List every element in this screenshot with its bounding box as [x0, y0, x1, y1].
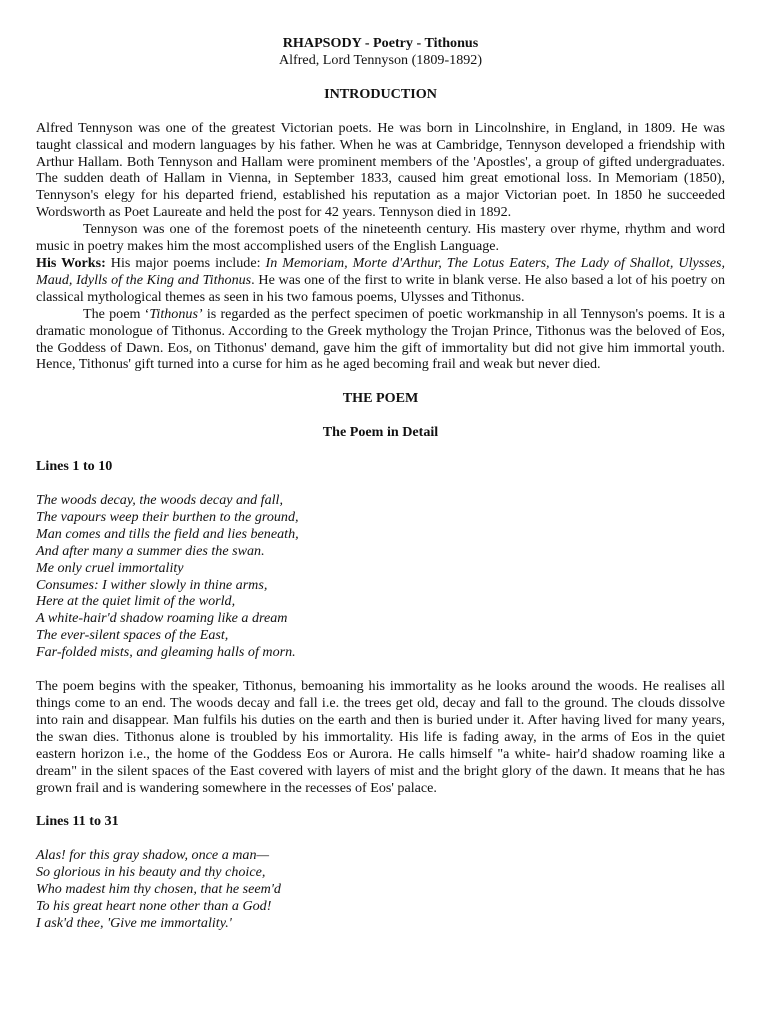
poem-line: A white-hair'd shadow roaming like a dream: [36, 610, 288, 627]
poem-line: Me only cruel immortality: [36, 559, 184, 576]
intro-paragraph-4: [36, 306, 725, 374]
document-title: RHAPSODY - Poetry - Tithonus: [282, 35, 479, 51]
poem-line: To his great heart none other than a God!: [36, 898, 272, 915]
works-paragraph: [36, 255, 725, 306]
poem-title-inline: Tithonus’: [149, 305, 203, 322]
poem-excerpt-1: [36, 492, 725, 661]
poem-line: Man comes and tills the field and lies beneath,: [36, 525, 299, 542]
poem-line: Alas! for this gray shadow, once a man—: [36, 847, 270, 864]
author-line: Alfred, Lord Tennyson (1809-1892): [278, 51, 483, 68]
spacer: [36, 441, 725, 458]
commentary-paragraph-1: The poem begins with the speaker, Tithonus, bemoaning his immortality as he looks around the woods. He realises all things come to an end. The woods decay and fall i.e. the trees get old, decay and fall to the ground. The clouds dissolve into rain and disappear. Man fulfils his duties on the earth and then is buried under it. After having lived for many years, the swan dies. Tithonus alone is troubled by his immortality. His life is fading away, in the arms of Eos in the quiet eastern horizon i.e., the home of the Goddess Eos or Aurora. He calls himself "a white- hair'd shadow roaming like a dream" in the silent spaces of the East covered with layers of mist and the bright glory of the dawn. It means that he has grown frail and is wandering somewhere in the recesses of Eos' palace.: [36, 678, 725, 796]
works-label: His Works:: [36, 254, 106, 271]
poem-line: So glorious in his beauty and thy choice,: [36, 864, 266, 881]
the-poem-heading: THE POEM: [342, 390, 419, 407]
spacer: [36, 69, 725, 86]
poem-line: Far-folded mists, and gleaming halls of morn.: [36, 644, 296, 661]
works-intro-text: His major poems include:: [105, 254, 266, 271]
poem-line: Here at the quiet limit of the world,: [36, 593, 236, 610]
poem-intro-text: The poem ‘: [83, 305, 150, 322]
spacer: [36, 796, 725, 813]
poem-line: I ask'd thee, 'Give me immortality.': [36, 914, 232, 931]
works-titles: In Memoriam, Morte d'Arthur, The Lotus Eaters, The Lady of Shallot, Ulysses, Maud, Idylls of the King and Tithonus: [36, 254, 725, 288]
poem-description-text: is regarded as the perfect specimen of poetic workmanship in all Tennyson's poems. It is a dramatic monologue of Tithonus. According to the Greek mythology the Trojan Prince, Tithonus was the beloved of Eos, the Goddess of Dawn. Eos, on Tithonus' demand, gave him the gift of immortality but did not give him immortal youth. Hence, Tithonus' gift turned into a curse for him as he aged becoming frail and weak but never died.: [36, 305, 725, 373]
poem-line: Consumes: I wither slowly in thine arms,: [36, 576, 268, 593]
intro-paragraph-2: Tennyson was one of the foremost poets of the nineteenth century. His mastery over rhyme, rhythm and word music in poetry makes him the most accomplished users of the English Language.: [36, 221, 725, 255]
works-trailing-text: . He was one of the first to write in blank verse. He also based a lot of his poetry on classical mythological themes as seen in his two famous poems, Ulysses and Tithonus.: [36, 271, 725, 305]
poem-in-detail-subheading: The Poem in Detail: [322, 424, 439, 441]
spacer: [36, 661, 725, 678]
lines-11-31-heading: Lines 11 to 31: [36, 813, 119, 830]
poem-line: The vapours weep their burthen to the ground,: [36, 508, 299, 525]
spacer: [36, 475, 725, 492]
poem-excerpt-2: [36, 847, 725, 932]
poem-line: Who madest him thy chosen, that he seem'd: [36, 881, 281, 898]
poem-line: The woods decay, the woods decay and fall,: [36, 492, 283, 509]
spacer: [36, 830, 725, 847]
spacer: [36, 103, 725, 120]
intro-paragraph-1: Alfred Tennyson was one of the greatest Victorian poets. He was born in Lincolnshire, in England, in 1809. He was taught classical and modern languages by his father. When he was at Cambridge, Tennyson developed a friendship with Arthur Hallam. Both Tennyson and Hallam were prominent members of the 'Apostles', a group of gifted undergraduates. The sudden death of Hallam in Vienna, in September 1833, caused him great emotional loss. In Memoriam (1850), Tennyson's elegy for his departed friend, established his reputation as a major Victorian poet. In 1850 he succeeded Wordsworth as Poet Laureate and held the post for 42 years. Tennyson died in 1892.: [36, 119, 725, 221]
lines-1-10-heading: Lines 1 to 10: [36, 458, 113, 475]
document-page: [36, 35, 725, 932]
spacer: [36, 373, 725, 390]
introduction-heading: INTRODUCTION: [324, 85, 437, 102]
poem-line: And after many a summer dies the swan.: [36, 542, 265, 559]
spacer: [36, 407, 725, 424]
poem-line: The ever-silent spaces of the East,: [36, 627, 229, 644]
